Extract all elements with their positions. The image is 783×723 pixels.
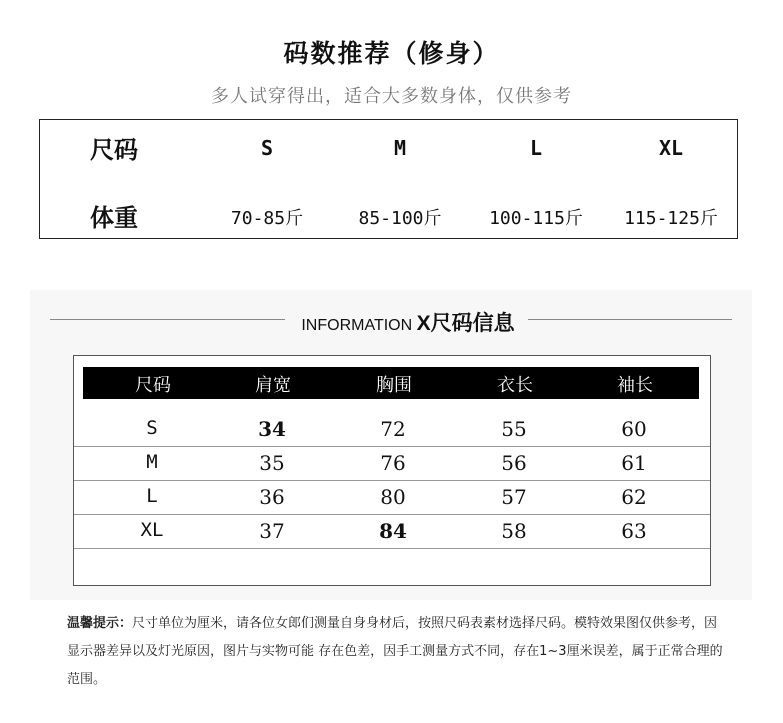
cell-size: XL <box>140 519 164 541</box>
size-xl: XL <box>658 136 684 160</box>
cell-length: 56 <box>501 451 527 475</box>
cell-chest: 80 <box>380 485 406 509</box>
cell-shoulder: 37 <box>259 519 285 543</box>
table-row <box>74 514 710 549</box>
cell-length: 57 <box>501 485 527 509</box>
weight-s: 70-85斤 <box>230 208 304 229</box>
size-row <box>40 130 737 170</box>
header-chest: 胸围 <box>376 375 412 395</box>
weight-m: 85-100斤 <box>358 208 442 229</box>
cell-size: S <box>146 417 158 439</box>
weight-l: 100-115斤 <box>489 208 583 229</box>
cell-shoulder: 36 <box>259 485 285 509</box>
page-title: 码数推荐（修身） <box>283 39 500 68</box>
cell-size: M <box>146 451 158 473</box>
cell-chest: 84 <box>379 519 407 543</box>
size-s: S <box>260 136 274 160</box>
divider-left <box>50 319 285 320</box>
cell-sleeve: 60 <box>621 417 647 441</box>
section-heading-prefix: INFORMATION <box>301 317 413 334</box>
cell-length: 55 <box>501 417 527 441</box>
cell-chest: 72 <box>380 417 406 441</box>
header-size: 尺码 <box>135 375 171 395</box>
header-shoulder: 肩宽 <box>255 375 291 395</box>
cell-shoulder: 34 <box>258 417 286 441</box>
page-subtitle: 多人试穿得出，适合大多数身体，仅供参考 <box>211 86 572 107</box>
section-heading <box>290 307 526 337</box>
header-sleeve: 袖长 <box>617 375 653 395</box>
tip-text: 尺寸单位为厘米，请各位女郎们测量自身身材后，按照尺码表素材选择尺码。模特效果图仅供参考，因显示器差异以及灯光原因，图片与实物可能 存在色差，因手工测量方式不同，存在1~3厘米误差，属于正常合理的范围。 <box>67 616 723 687</box>
section-heading-suffix: 尺码信息 <box>430 312 515 335</box>
weight-row-label: 体重 <box>90 203 138 232</box>
cell-sleeve: 62 <box>621 485 647 509</box>
cell-sleeve: 63 <box>621 519 647 543</box>
section-heading-x: X <box>416 312 431 335</box>
size-l: L <box>529 136 543 160</box>
table-row <box>74 446 710 481</box>
size-row-label: 尺码 <box>90 135 138 164</box>
cell-chest: 76 <box>380 451 406 475</box>
cell-shoulder: 35 <box>259 451 285 475</box>
table-header <box>83 367 699 399</box>
weight-xl: 115-125斤 <box>624 208 718 229</box>
weight-row <box>40 198 737 238</box>
divider-right <box>528 319 732 320</box>
table-row <box>74 412 710 447</box>
table-row <box>74 480 710 515</box>
cell-size: L <box>146 485 158 507</box>
size-m: M <box>393 136 407 160</box>
tip-note <box>67 610 727 694</box>
header-length: 衣长 <box>497 375 533 395</box>
tip-lead: 温馨提示： <box>67 616 133 631</box>
size-recommendation-box <box>39 119 738 239</box>
cell-length: 58 <box>501 519 527 543</box>
cell-sleeve: 61 <box>621 451 647 475</box>
